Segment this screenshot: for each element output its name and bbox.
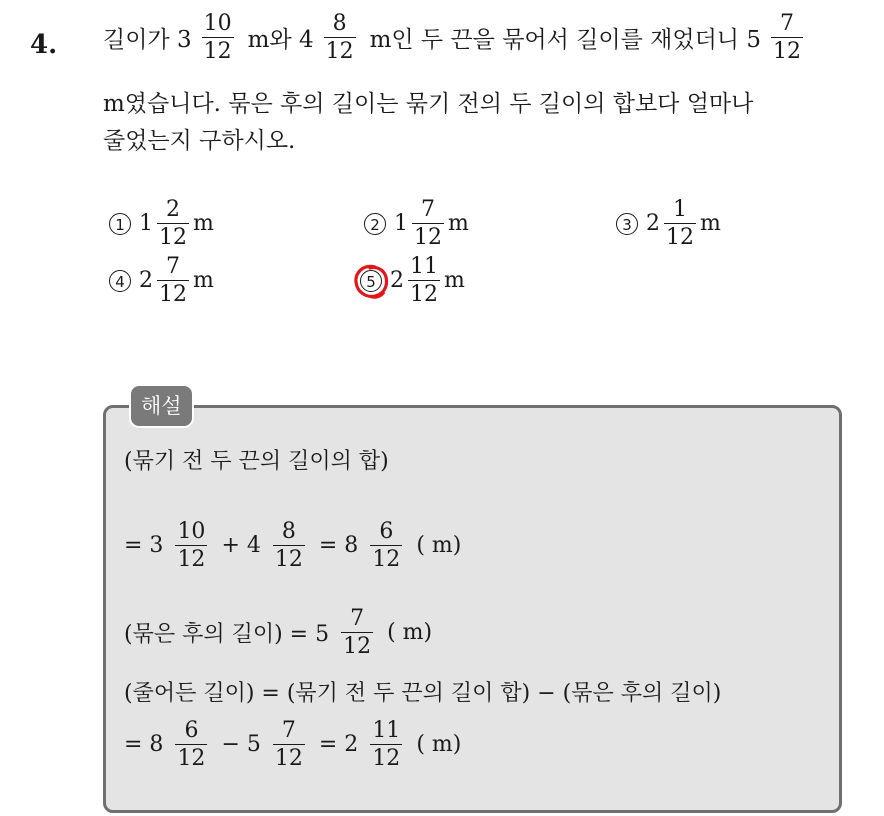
fraction: $\frac{11}{12}$ [372,718,401,772]
choice-marker: 1 [109,213,131,235]
fraction: $\frac{7}{12}$ [159,254,187,308]
question-line-2: m였습니다. 묶은 후의 길이는 묶기 전의 두 길이의 합보다 얼마나 [103,91,754,117]
solution-label: 해설 [129,384,194,428]
choice-3[interactable]: 3 2 $\frac{1}{12}$ m [616,198,721,249]
fraction: $\frac{7}{12}$ [414,197,442,251]
choice-5[interactable]: 5 2 $\frac{11}{12}$ m [360,255,465,306]
question-text: m와 4 [247,27,314,54]
choice-marker: 2 [364,213,386,235]
choice-marker: 4 [109,270,131,292]
fraction: $\frac{6}{12}$ [177,718,206,772]
question-line-3: 줄었는지 구하시오. [103,128,296,154]
fraction: $\frac{11}{12}$ [410,254,438,308]
choice-1[interactable]: 1 1 $\frac{2}{12}$ m [109,198,214,249]
fraction: $\frac{7}{12}$ [772,11,801,65]
question-text: m인 두 끈을 묶어서 길이를 재었더니 5 [369,27,761,54]
solution-line-1: (묶기 전 두 끈의 길이의 합) [124,449,389,474]
choice-2[interactable]: 2 1 $\frac{7}{12}$ m [364,198,469,249]
answer-circle-mark-icon [351,261,391,301]
question-number: 4. [30,30,58,60]
fraction: $\frac{7}{12}$ [343,606,372,660]
solution-line-5: = 8 $\frac{6}{12}$ − 5 $\frac{7}{12}$ = 2 $\frac{11}{12}$ ( m) [124,718,462,772]
solution-line-2: = 3 $\frac{10}{12}$ + 4 $\frac{8}{12}$ = 8 $\frac{6}{12}$ ( m) [124,519,462,573]
fraction: $\frac{10}{12}$ [177,519,206,573]
question-text: 길이가 3 [103,27,192,54]
solution-line-4: (줄어든 길이) = (묶기 전 두 끈의 길이 합) − (묶은 후의 길이) [124,681,722,706]
fraction: $\frac{7}{12}$ [274,718,303,772]
fraction: $\frac{1}{12}$ [666,197,694,251]
choice-marker: 3 [616,213,638,235]
solution-line-3: (묶은 후의 길이) = 5 $\frac{7}{12}$ ( m) [124,606,433,660]
fraction: $\frac{10}{12}$ [203,11,232,65]
question-line-1 [103,12,807,63]
fraction: $\frac{8}{12}$ [325,11,354,65]
choice-marker: 5 [360,270,382,292]
fraction: $\frac{8}{12}$ [274,519,303,573]
choice-4[interactable]: 4 2 $\frac{7}{12}$ m [109,255,214,306]
fraction: $\frac{6}{12}$ [372,519,401,573]
fraction: $\frac{2}{12}$ [159,197,187,251]
